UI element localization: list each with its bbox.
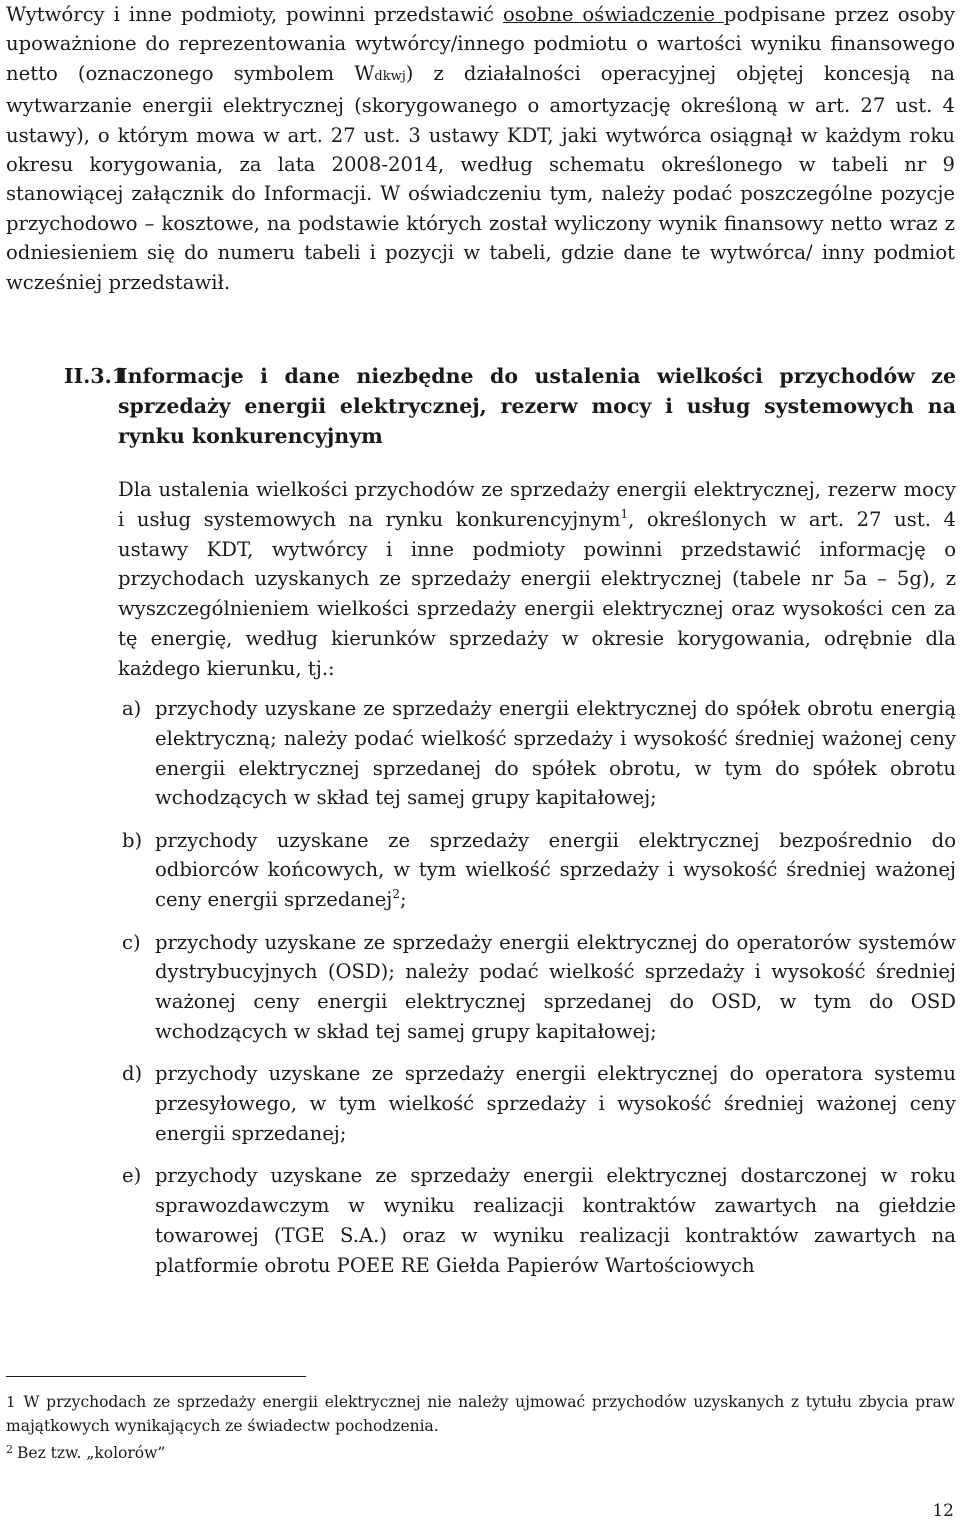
list-marker: b) bbox=[122, 828, 143, 852]
footnote-separator bbox=[6, 1376, 306, 1377]
body-text-2: , określonych w art. 27 ust. 4 ustawy KDT, wytwórcy i inne podmioty powinni przedstawić informację o przychodach uzyskanych ze sprzedaży energii elektrycznej (tabele nr 5a – 5g), z wyszczególnieniem wielkości sprzedaży energii elektrycznej oraz wysokości cen za tę energię, według kierunków sprzedaży w okresie korygowania, odrębnie dla każdego kierunku, tj.: bbox=[118, 507, 956, 680]
section-number: II.3.1 bbox=[64, 364, 126, 388]
list-item-text: przychody uzyskane ze sprzedaży energii elektrycznej do operatora systemu przesyłowego, w tym wielkość sprzedaży i wysokość średniej ważonej ceny energii sprzedanej; bbox=[155, 1062, 956, 1145]
list-item-text: przychody uzyskane ze sprzedaży energii elektrycznej do spółek obrotu energią elektryczną; należy podać wielkość sprzedaży i wysokość średniej ważonej ceny energii elektrycznej sprzedanej do spółek obrotu, w tym do spółek obrotu wchodzących w skład tej samej grupy kapitałowej; bbox=[155, 697, 956, 810]
list-item bbox=[118, 928, 956, 1047]
footnote-number: 2 bbox=[6, 1443, 13, 1456]
intro-text-3: ) z działalności operacyjnej objętej koncesją na wytwarzanie energii elektrycznej (skorygowanego o amortyzację określoną w art. 27 ust. 4 ustawy), o którym mowa w art. 27 ust. 3 ustawy KDT, jaki wytwórca osiągnął w każdym roku okresu korygowania, za lata 2008-2014, według schematu określonego w tabeli nr 9 stanowiącej załącznik do Informacji. W oświadczeniu tym, należy podać poszczególne pozycje przychodowo – kosztowe, na podstawie których został wyliczony wynik finansowy netto wraz z odniesieniem się do numeru tabeli i pozycji w tabeli, gdzie dane te wytwórca/ inny podmiot wcześniej przedstawił. bbox=[6, 61, 955, 294]
list-item-tail: ; bbox=[400, 888, 407, 912]
section-title: Informacje i dane niezbędne do ustalenia wielkości przychodów ze sprzedaży energii elektrycznej, rezerw mocy i usług systemowych na rynku konkurencyjnym bbox=[118, 364, 956, 448]
intro-text-1: Wytwórcy i inne podmioty, powinni przedstawić bbox=[6, 3, 504, 26]
footnote-number: 1 bbox=[6, 1393, 16, 1411]
footnote-text: Bez tzw. „kolorów” bbox=[17, 1444, 166, 1462]
intro-paragraph bbox=[6, 0, 955, 297]
list-item bbox=[118, 826, 956, 915]
body-text-1: Dla ustalenia wielkości przychodów ze sprzedaży energii elektrycznej, rezerw mocy i usług systemowych na rynku konkurencyjnym bbox=[118, 478, 956, 531]
list-item-text: przychody uzyskane ze sprzedaży energii elektrycznej dostarczonej w roku sprawozdawczym w wyniku realizacji kontraktów zawartych na giełdzie towarowej (TGE S.A.) oraz w wyniku realizacji kontraktów zawartych na platformie obrotu POEE RE Giełda Papierów Wartościowych bbox=[155, 1164, 956, 1277]
intro-text-2: podpisane przez osoby upoważnione do reprezentowania wytwórcy/innego podmiotu o wartości wyniku finansowego netto (oznaczonego symbolem W bbox=[6, 3, 955, 85]
list-marker: e) bbox=[122, 1164, 142, 1188]
footnote-ref-1: 1 bbox=[620, 506, 629, 521]
footnote-ref-2: 2 bbox=[392, 887, 401, 902]
revenue-list bbox=[118, 694, 956, 1293]
footnote-2 bbox=[6, 1438, 955, 1466]
list-marker: c) bbox=[122, 930, 141, 954]
list-item bbox=[118, 694, 956, 813]
body-paragraph bbox=[118, 475, 956, 684]
list-item bbox=[118, 1059, 956, 1148]
footnote-text: W przychodach ze sprzedaży energii elektrycznej nie należy ujmować przychodów uzyskanych z tytułu zbycia praw majątkowych wynikających ze świadectw pochodzenia. bbox=[6, 1393, 955, 1435]
intro-subscript: dkwj bbox=[374, 68, 406, 84]
list-marker: d) bbox=[122, 1062, 143, 1086]
page-number: 12 bbox=[932, 1501, 954, 1521]
footnote-1 bbox=[6, 1391, 955, 1438]
list-item-text: przychody uzyskane ze sprzedaży energii elektrycznej bezpośrednio do odbiorców końcowych, w tym wielkość sprzedaży i wysokość średniej ważonej ceny energii sprzedanej bbox=[155, 828, 956, 912]
list-item-text: przychody uzyskane ze sprzedaży energii elektrycznej do operatorów systemów dystrybucyjnych (OSD); należy podać wielkość sprzedaży i wysokość średniej ważonej ceny energii elektrycznej sprzedanej do OSD, w tym do OSD wchodzących w skład tej samej grupy kapitałowej; bbox=[155, 930, 956, 1043]
list-marker: a) bbox=[122, 697, 142, 720]
intro-underlined-text: osobne oświadczenie bbox=[503, 3, 724, 26]
footnotes bbox=[6, 1391, 955, 1466]
section-heading bbox=[64, 362, 956, 451]
list-item bbox=[118, 1161, 956, 1280]
